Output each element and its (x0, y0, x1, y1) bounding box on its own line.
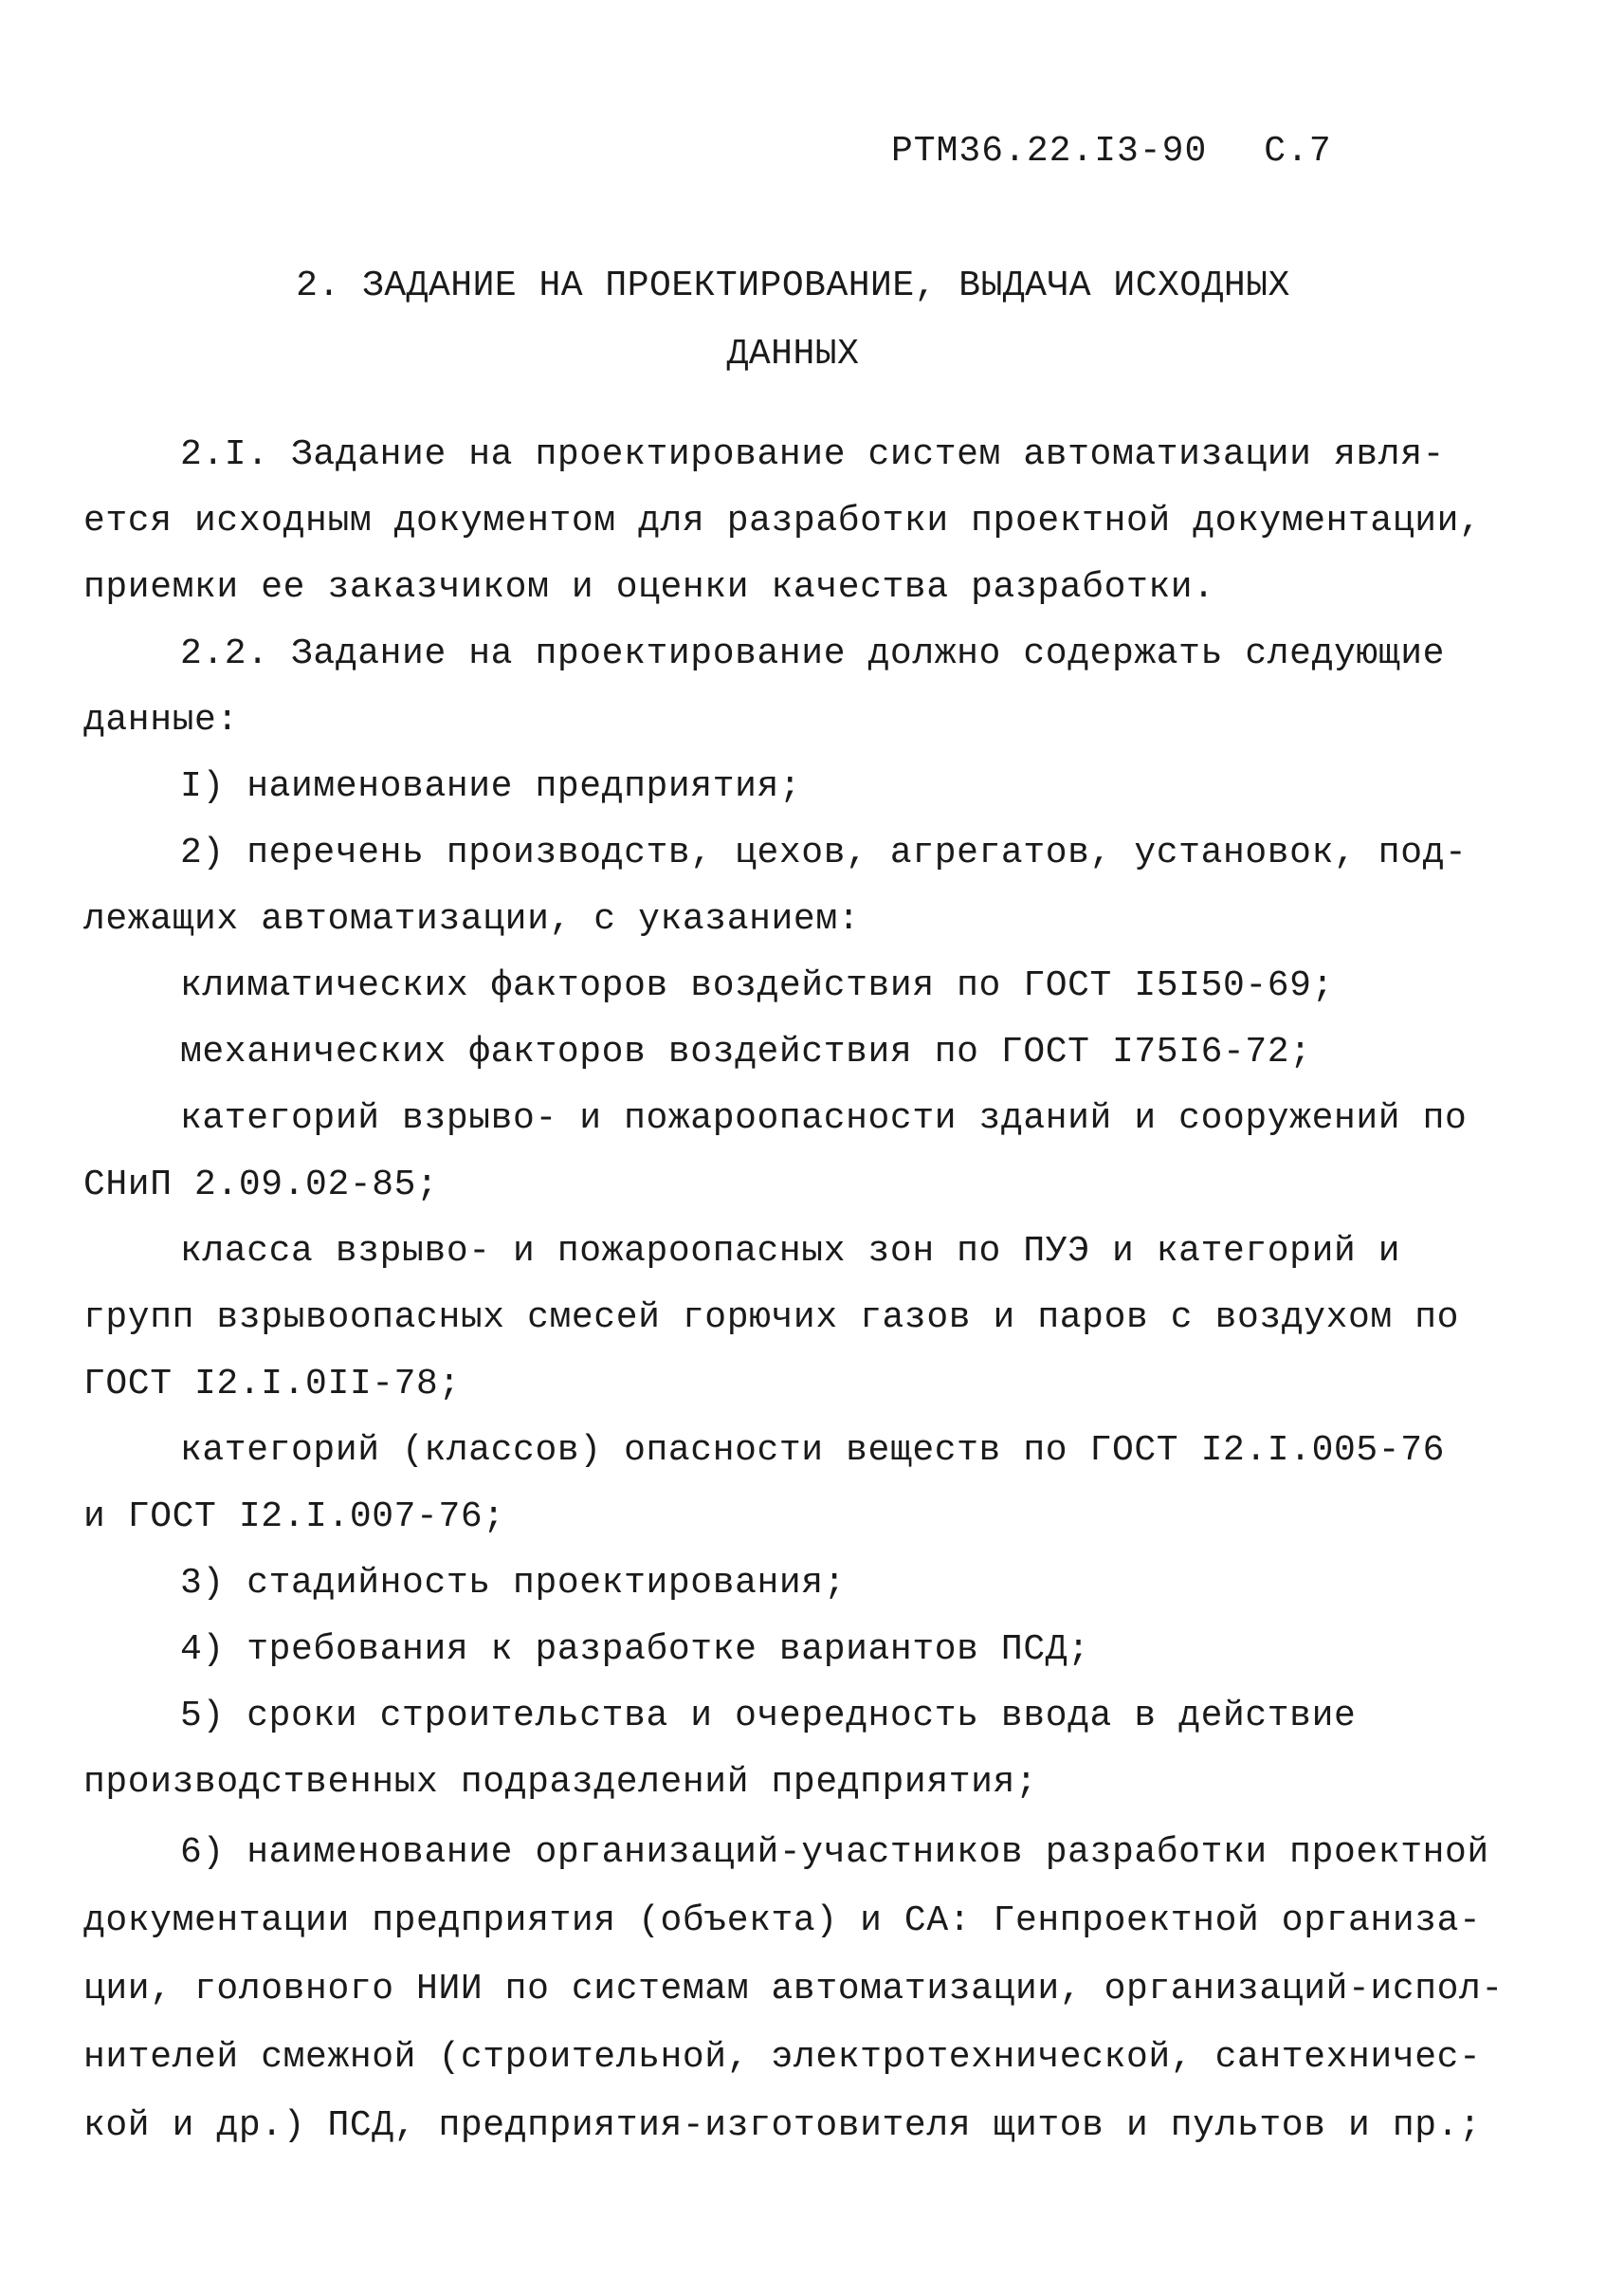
body-line: данные: (83, 700, 239, 741)
body-line: 5) сроки строительства и очередность ввода в действие (180, 1696, 1357, 1736)
section-title-line-2: ДАННЫХ (726, 334, 860, 375)
body-line: механических факторов воздействия по ГОСТ I75I6-72; (180, 1032, 1312, 1073)
body-line: 2) перечень производств, цехов, агрегатов, установок, под- (180, 833, 1468, 873)
body-line: климатических факторов воздействия по ГОСТ I5I50-69; (180, 965, 1334, 1006)
body-line: СНиП 2.09.02-85; (83, 1165, 439, 1205)
page-header (891, 131, 1332, 172)
body-line: 6) наименование организаций-участников разработки проектной (180, 1832, 1489, 1873)
body-line: документации предприятия (объекта) и СА: Генпроектной организа- (83, 1900, 1482, 1941)
body-line: ции, головного НИИ по системам автоматизации, организаций-испол- (83, 1969, 1504, 2009)
body-line: производственных подразделений предприятия; (83, 1762, 1038, 1803)
body-line: категорий взрыво- и пожароопасности зданий и сооружений по (180, 1098, 1468, 1139)
body-line: нителей смежной (строительной, электротехнической, сантехничес- (83, 2037, 1482, 2078)
body-line: 2.2. Задание на проектирование должно содержать следующие (180, 633, 1446, 674)
body-line: ГОСТ I2.I.0II-78; (83, 1364, 461, 1404)
section-title-line-1: 2. ЗАДАНИЕ НА ПРОЕКТИРОВАНИЕ, ВЫДАЧА ИСХОДНЫХ (296, 266, 1290, 306)
body-line: приемки ее заказчиком и оценки качества разработки. (83, 567, 1215, 608)
body-line: ется исходным документом для разработки проектной документации, (83, 501, 1482, 541)
body-line: класса взрыво- и пожароопасных зон по ПУЭ и категорий и (180, 1231, 1401, 1272)
body-line: лежащих автоматизации, с указанием: (83, 899, 861, 940)
body-line: I) наименование предприятия; (180, 766, 802, 807)
body-line: и ГОСТ I2.I.007-76; (83, 1496, 505, 1537)
page-number: С.7 (1264, 131, 1332, 172)
body-line: 3) стадийность проектирования; (180, 1563, 847, 1604)
body-line: кой и др.) ПСД, предприятия-изготовителя щитов и пультов и пр.; (83, 2105, 1482, 2146)
body-line: 4) требования к разработке вариантов ПСД; (180, 1629, 1090, 1670)
body-line: категорий (классов) опасности веществ по ГОСТ I2.I.005-76 (180, 1430, 1446, 1471)
document-code: РТМ36.22.I3-90 (891, 131, 1208, 172)
body-line: групп взрывоопасных смесей горючих газов и паров с воздухом по (83, 1297, 1460, 1338)
body-line: 2.I. Задание на проектирование систем автоматизации явля- (180, 434, 1446, 475)
